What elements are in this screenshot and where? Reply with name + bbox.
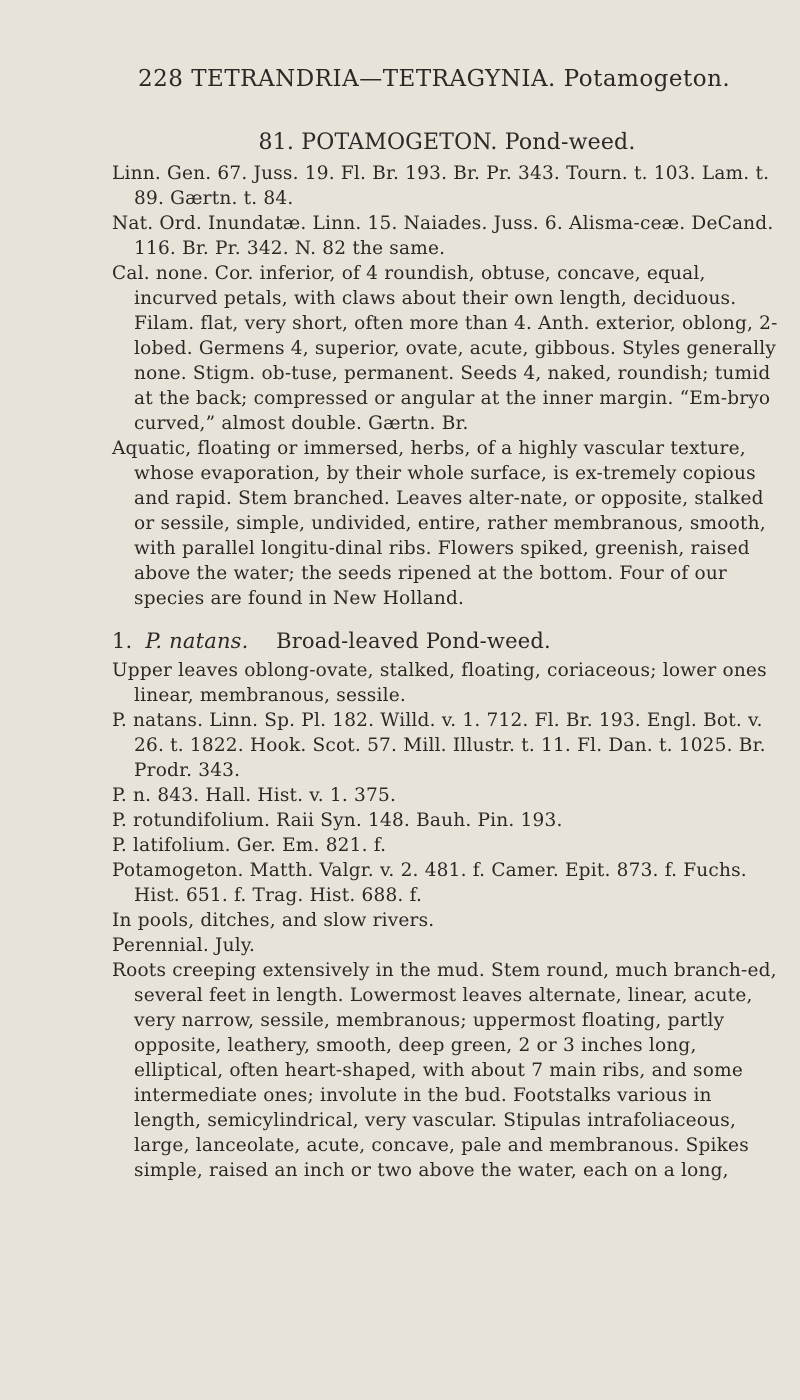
species-number: 1. — [112, 629, 133, 653]
synonym-entry: P. latifolium. Ger. Em. 821. f. — [112, 835, 387, 856]
species-description: Roots creeping extensively in the mud. Stem round, much branch-ed, several feet in length. Lowermost leaves alternate, linear, acute, very narrow, sessile, membranous; uppermost floating, partly opposite, leathery, smooth, deep green, 2 or 3 inches long, elliptical, often heart-shaped, with about 7 main ribs, and some intermediate ones; involute in the bud. Footstalks various in length, semicylindrical, very vascular. Stipulas intrafoliaceous, large, lanceolate, acute, concave, pale and membranous. Spikes simple, raised an inch or two above the water, each on a long, — [112, 960, 777, 1181]
generic-character: Cal. none. Cor. inferior, of 4 roundish, obtuse, concave, equal, incurved petals, with claws about their own length, deciduous. Filam. flat, very short, often more than 4. Anth. exterior, oblong, 2-lobed. Germens 4, superior, ovate, acute, gibbous. Styles generally none. Stigm. ob-tuse, permanent. Seeds 4, naked, roundish; tumid at the back; compressed or angular at the inner margin. “Em-bryo curved,” almost double. Gærtn. Br. — [112, 263, 778, 434]
synonym-entry: P. rotundifolium. Raii Syn. 148. Bauh. Pin. 193. — [112, 810, 563, 831]
species-heading — [112, 629, 782, 654]
section-gap — [112, 611, 782, 629]
genus-description: Aquatic, floating or immersed, herbs, of a highly vascular texture, whose evaporation, by their whole surface, is ex-tremely copious and rapid. Stem branched. Leaves alter-nate, or opposite, stalked or sessile, simple, undivided, entire, rather membranous, smooth, with parallel longitu-dinal ribs. Flowers spiked, greenish, raised above the water; the seeds ripened at the bottom. Four of our species are found in New Holland. — [112, 438, 766, 609]
habitat: In pools, ditches, and slow rivers. — [112, 910, 435, 931]
duration: Perennial. July. — [112, 935, 256, 956]
species-name: P. natans. — [145, 629, 249, 653]
species-diagnosis: Upper leaves oblong-ovate, stalked, floating, coriaceous; lower ones linear, membranous, sessile. — [112, 660, 767, 706]
page-body — [112, 130, 782, 1183]
natural-order: Nat. Ord. Inundatæ. Linn. 15. Naiades. Juss. 6. Alisma-ceæ. DeCand. 116. Br. Pr. 342. N. 82 the same. — [112, 213, 774, 259]
species-common-name: Broad-leaved Pond-weed. — [276, 629, 551, 653]
synonym-entry: P. n. 843. Hall. Hist. v. 1. 375. — [112, 785, 397, 806]
synonym-entry: P. natans. Linn. Sp. Pl. 182. Willd. v. 1. 712. Fl. Br. 193. Engl. Bot. v. 26. t. 1822. Hook. Scot. 57. Mill. Illustr. t. 11. Fl. Dan. t. 1025. Br. Prodr. 343. — [112, 710, 766, 781]
synonym-entry: Potamogeton. Matth. Valgr. v. 2. 481. f. Camer. Epit. 873. f. Fuchs. Hist. 651. f. Trag. Hist. 688. f. — [112, 860, 747, 906]
running-head: 228 TETRANDRIA—TETRAGYNIA. Potamogeton. — [138, 66, 731, 92]
genus-heading: 81. POTAMOGETON. Pond-weed. — [258, 130, 636, 155]
genus-references: Linn. Gen. 67. Juss. 19. Fl. Br. 193. Br. Pr. 343. Tourn. t. 103. Lam. t. 89. Gærtn. t. 84. — [112, 163, 770, 209]
